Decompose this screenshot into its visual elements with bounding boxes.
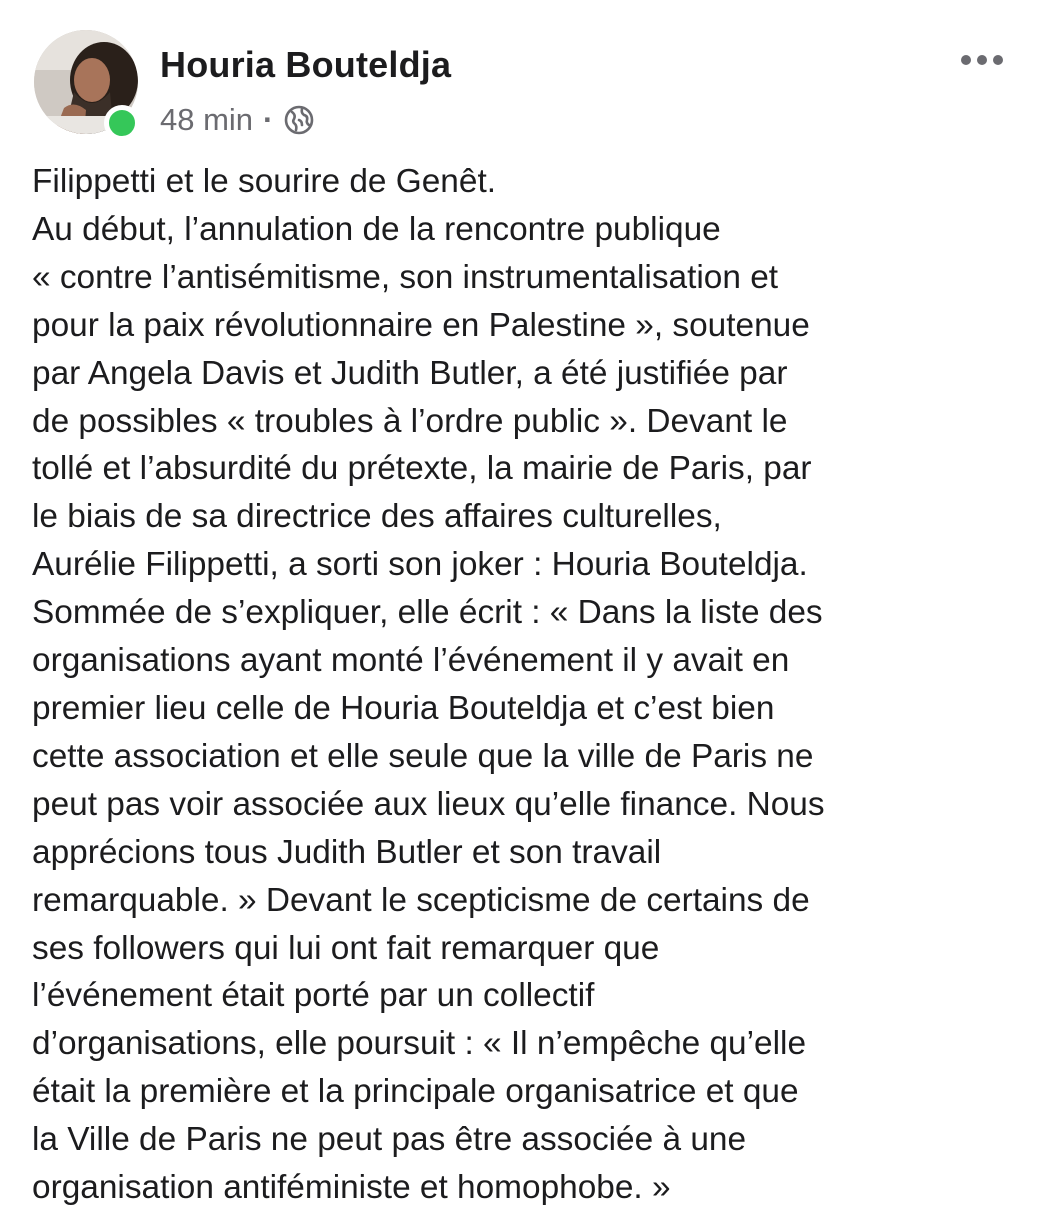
post-text-line: était la première et la principale organisatrice et que [32,1073,799,1111]
post-text-line: organisations ayant monté l’événement il y avait en [32,642,790,680]
post-text-line: Sommée de s’expliquer, elle écrit : « Dans la liste des [32,594,823,632]
post-timestamp[interactable]: 48 min [160,102,254,137]
post-text-line: Aurélie Filippetti, a sorti son joker : Houria Bouteldja. [32,546,808,584]
meta-separator: · [263,102,274,137]
post-text-line: tollé et l’absurdité du prétexte, la mairie de Paris, par [32,450,812,488]
post-header [0,0,1040,150]
author-name[interactable]: Houria Bouteldja [160,44,452,85]
post-text-line: la Ville de Paris ne peut pas être associée à une [32,1121,747,1159]
post-meta [160,100,315,140]
post-text-line: premier lieu celle de Houria Bouteldja et c’est bien [32,689,775,727]
more-options-icon[interactable] [950,40,1014,80]
post-text-line: remarquable. » Devant le scepticisme de certains de [32,881,810,919]
post-text-line: d’organisations, elle poursuit : « Il n’empêche qu’elle [32,1025,807,1063]
post-text-line: ses followers qui lui ont fait remarquer que [32,929,660,967]
globe-icon[interactable] [283,104,315,136]
post-text-line: cette association et elle seule que la ville de Paris ne [32,737,814,775]
online-status-indicator [104,105,140,141]
post-text-line: Au début, l’annulation de la rencontre publique [32,210,721,248]
post-text-line: le biais de sa directrice des affaires culturelles, [32,498,722,536]
post-text-line: par Angela Davis et Judith Butler, a été justifiée par [32,354,788,392]
post-text-line: peut pas voir associée aux lieux qu’elle finance. Nous [32,785,825,823]
post-body-text [32,158,1022,1212]
post-text-line: de possibles « troubles à l’ordre public ». Devant le [32,402,788,440]
post-text-line: organisation antiféministe et homophobe. » [32,1169,671,1207]
post-text-line: l’événement était porté par un collectif [32,977,595,1015]
post-text-line: « contre l’antisémitisme, son instrumentalisation et [32,258,779,296]
post-text-line: Filippetti et le sourire de Genêt. [32,163,496,200]
post-text-line: apprécions tous Judith Butler et son travail [32,833,662,871]
post-text-line: pour la paix révolutionnaire en Palestine », soutenue [32,306,810,344]
